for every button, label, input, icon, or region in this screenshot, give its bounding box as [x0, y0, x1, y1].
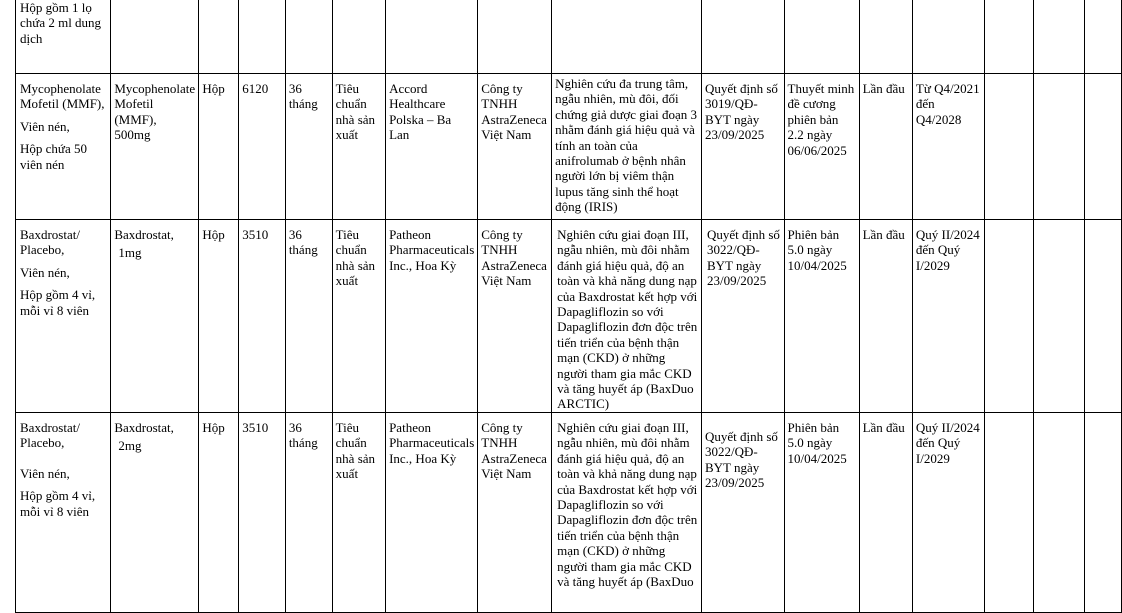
cell-empty	[1034, 413, 1085, 613]
cell-shelf: 36 tháng	[285, 74, 332, 220]
cell-manufacturer: Patheon Pharmaceuticals Inc., Hoa Kỳ	[386, 220, 478, 413]
cell-protocol: Thuyết minh đề cương phiên bản 2.2 ngày 06/06/2025	[784, 74, 859, 220]
product-form: Viên nén,	[20, 264, 70, 280]
cell-study: Nghiên cứu giai đoạn III, ngẫu nhiên, mù đôi nhằm đánh giá hiệu quả, độ an toàn và khả năng dung nạp của Baxdrostat kết hợp với Dapagliflozin so với Dapagliflozin đơn độc trên tiến triển của bệnh thận mạn (CKD) ở những người tham gia mắc CKD và tăng huyết áp (BaxDuo ARCTIC)	[552, 220, 702, 413]
cell-period: Quý II/2024 đến Quý I/2029	[912, 220, 984, 413]
cell-period	[912, 0, 984, 74]
cell-unit	[199, 0, 239, 74]
cell-times: Lần đầu	[859, 74, 912, 220]
cell-qty: 3510	[239, 413, 286, 613]
active-ingredient: Baxdrostat,	[114, 227, 174, 242]
product-name: Baxdrostat/ Placebo,	[20, 227, 80, 258]
product-pack: Hộp chứa 50 viên nén	[20, 141, 87, 172]
cell-period: Quý II/2024 đến Quý I/2029	[912, 413, 984, 613]
cell-empty	[1034, 220, 1085, 413]
cell-standard	[332, 0, 385, 74]
cell-times	[859, 0, 912, 74]
cell-product	[16, 220, 111, 413]
cell-active	[111, 220, 199, 413]
cell-standard: Tiêu chuẩn nhà sản xuất	[332, 74, 385, 220]
cell-protocol	[784, 0, 859, 74]
cell-importer	[478, 0, 552, 74]
active-ingredient: Mycophenolate Mofetil (MMF), 500mg	[114, 81, 196, 143]
cell-unit: Hộp	[199, 220, 239, 413]
active-strength: 2mg	[118, 438, 142, 454]
cell-active	[111, 0, 199, 74]
table-row	[16, 413, 1122, 613]
cell-empty	[1084, 220, 1121, 413]
cell-unit: Hộp	[199, 413, 239, 613]
cell-manufacturer: Patheon Pharmaceuticals Inc., Hoa Kỳ	[386, 413, 478, 613]
cell-study: Nghiên cứu đa trung tâm, ngẫu nhiên, mù đôi, đối chứng giả dược giai đoạn 3 nhằm đánh giá hiệu quả và tính an toàn của anifrolumab ở bệnh nhân người lớn bị viêm thận lupus tăng sinh thể hoạt động (IRIS)	[552, 74, 702, 220]
product-text: Hộp gồm 1 lọ chứa 2 ml dung dịch	[20, 0, 102, 46]
product-pack: Hộp gồm 4 vỉ, mỗi vỉ 8 viên	[20, 287, 96, 318]
product-form: Viên nén,	[20, 118, 70, 134]
cell-manufacturer	[386, 0, 478, 74]
cell-empty	[1084, 74, 1121, 220]
cell-active	[111, 413, 199, 613]
table-row	[16, 74, 1122, 220]
cell-study	[552, 0, 702, 74]
drug-registration-table	[15, 0, 1122, 613]
cell-empty	[984, 74, 1034, 220]
cell-shelf: 36 tháng	[285, 220, 332, 413]
cell-active	[111, 74, 199, 220]
cell-times: Lần đầu	[859, 413, 912, 613]
cell-times: Lần đầu	[859, 220, 912, 413]
cell-protocol: Phiên bản 5.0 ngày 10/04/2025	[784, 413, 859, 613]
cell-decision: Quyết định số 3022/QĐ-BYT ngày 23/09/2025	[701, 220, 784, 413]
cell-decision: Quyết định số 3019/QĐ-BYT ngày 23/09/2025	[701, 74, 784, 220]
cell-qty	[239, 0, 286, 74]
cell-product	[16, 74, 111, 220]
active-strength: 1mg	[118, 245, 142, 261]
product-name: Mycophenolate Mofetil (MMF),	[20, 81, 105, 112]
cell-empty	[1034, 74, 1085, 220]
cell-manufacturer: Accord Healthcare Polska – Ba Lan	[386, 74, 478, 220]
cell-period: Từ Q4/2021 đến Q4/2028	[912, 74, 984, 220]
cell-importer: Công ty TNHH AstraZeneca Việt Nam	[478, 74, 552, 220]
cell-qty: 6120	[239, 74, 286, 220]
cell-decision	[701, 0, 784, 74]
cell-empty	[1084, 413, 1121, 613]
cell-importer: Công ty TNHH AstraZeneca Việt Nam	[478, 220, 552, 413]
cell-empty	[984, 220, 1034, 413]
cell-shelf: 36 tháng	[285, 413, 332, 613]
product-name: Baxdrostat/ Placebo,	[20, 420, 80, 451]
cell-importer: Công ty TNHH AstraZeneca Việt Nam	[478, 413, 552, 613]
cell-product	[16, 0, 111, 74]
cell-empty	[1034, 0, 1085, 74]
product-form: Viên nén,	[20, 465, 70, 481]
table-row	[16, 220, 1122, 413]
cell-qty: 3510	[239, 220, 286, 413]
cell-unit: Hộp	[199, 74, 239, 220]
active-ingredient: Baxdrostat,	[114, 420, 174, 435]
cell-protocol: Phiên bản 5.0 ngày 10/04/2025	[784, 220, 859, 413]
cell-study: Nghiên cứu giai đoạn III, ngẫu nhiên, mù đôi nhằm đánh giá hiệu quả, độ an toàn và khả năng dung nạp của Baxdrostat kết hợp với Dapagliflozin so với Dapagliflozin đơn độc trên tiến triển của bệnh thận mạn (CKD) ở những người tham gia mắc CKD và tăng huyết áp (BaxDuo	[552, 413, 702, 613]
cell-empty	[984, 413, 1034, 613]
table-row	[16, 0, 1122, 74]
cell-product	[16, 413, 111, 613]
cell-empty	[984, 0, 1034, 74]
product-pack: Hộp gồm 4 vỉ, mỗi vỉ 8 viên	[20, 488, 96, 519]
cell-standard: Tiêu chuẩn nhà sản xuất	[332, 413, 385, 613]
cell-empty	[1084, 0, 1121, 74]
cell-shelf	[285, 0, 332, 74]
cell-decision: Quyết định số 3022/QĐ-BYT ngày 23/09/2025	[701, 413, 784, 613]
cell-standard: Tiêu chuẩn nhà sản xuất	[332, 220, 385, 413]
